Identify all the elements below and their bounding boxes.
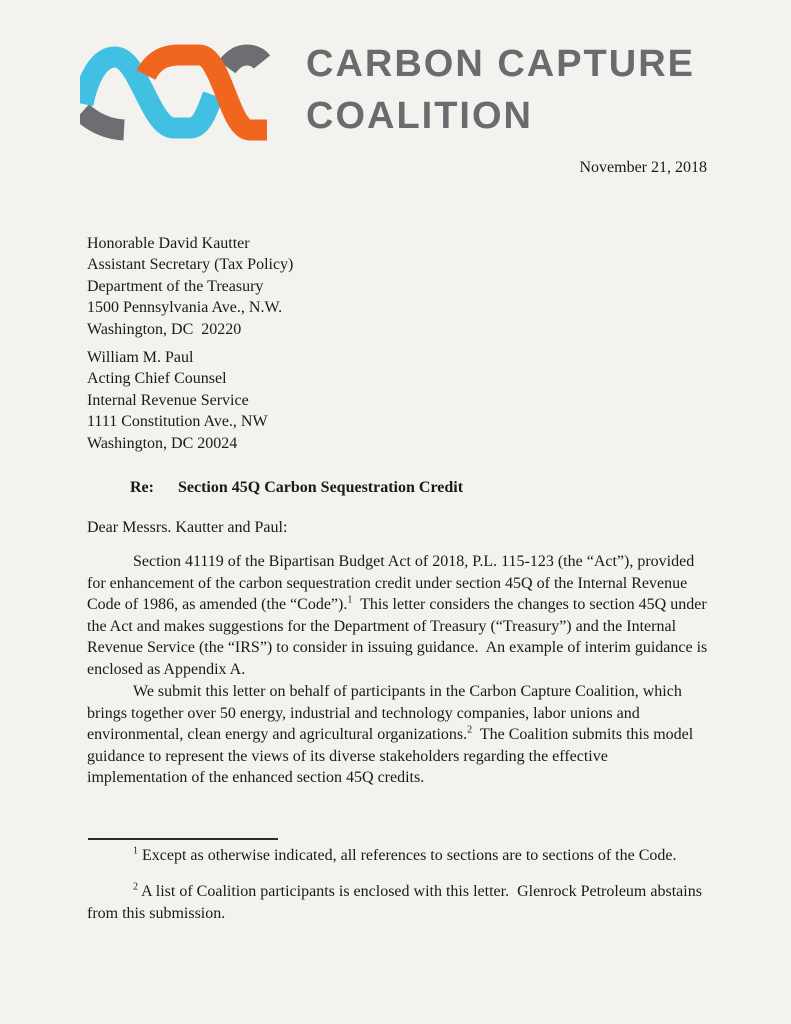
paragraph-line: Section 41119 of the Bipartisan Budget Act of 2018, P.L. 115-123 (the “Act”), provided — [133, 553, 695, 570]
wordmark-line2: COALITION — [306, 95, 533, 137]
address-line: Department of the Treasury — [87, 277, 264, 295]
address-line: 1111 Constitution Ave., NW — [87, 413, 268, 431]
paragraph-text: Code of 1986, as amended (the “Code”). — [87, 596, 348, 613]
letter-date: November 21, 2018 — [579, 159, 707, 176]
re-line — [130, 477, 463, 499]
re-subject: Section 45Q Carbon Sequestration Credit — [178, 479, 464, 496]
recipient-address-paul — [87, 347, 268, 454]
paragraph-text: environmental, clean energy and agricultural organizations. — [87, 726, 468, 743]
re-label: Re: — [130, 479, 154, 496]
footnote-ref-1: 1 — [347, 594, 353, 606]
address-line: Acting Chief Counsel — [87, 370, 227, 388]
paragraph-line: brings together over 50 energy, industrial and technology companies, labor unions and — [87, 704, 640, 722]
coalition-logo-icon — [80, 42, 270, 142]
paragraph-text: This letter considers the changes to section 45Q under — [352, 596, 707, 613]
logo-gray-right-wave-icon — [227, 55, 262, 67]
address-line: Washington, DC 20024 — [87, 434, 238, 452]
address-line: Honorable David Kautter — [87, 235, 250, 252]
paragraph-line: for enhancement of the carbon sequestration credit under section 45Q of the Internal Revenue — [87, 574, 688, 592]
paragraph-line: Revenue Service (the “IRS”) to consider in issuing guidance. An example of interim guidance is — [87, 639, 708, 656]
footnote-2-marker: 2 — [133, 881, 138, 893]
paragraph-line: guidance to represent the views of its diverse stakeholders regarding the effective — [87, 747, 608, 765]
paragraph-line — [87, 594, 707, 616]
footnote-rule — [88, 838, 278, 840]
coalition-wordmark — [306, 38, 695, 142]
paragraph-line: the Act and makes suggestions for the Department of Treasury (“Treasury”) and the Internal — [87, 617, 677, 635]
wordmark-line1: CARBON CAPTURE — [306, 43, 695, 85]
footnote-text: Except as otherwise indicated, all references to sections are to sections of the Code. — [138, 847, 677, 864]
address-line: Washington, DC 20220 — [87, 320, 242, 338]
paragraph-line: We submit this letter on behalf of participants in the Carbon Capture Coalition, which — [133, 683, 682, 700]
address-line: 1500 Pennsylvania Ave., N.W. — [87, 299, 283, 317]
footnote-1 — [87, 845, 676, 867]
paragraph-text: The Coalition submits this model — [472, 726, 694, 743]
salutation: Dear Messrs. Kautter and Paul: — [87, 519, 288, 536]
footnote-line — [87, 881, 702, 903]
recipient-address-kautter — [87, 233, 293, 340]
footnote-2 — [87, 881, 702, 924]
address-line: Assistant Secretary (Tax Policy) — [87, 256, 294, 274]
body-paragraph-2 — [87, 681, 693, 789]
footnote-line — [87, 845, 676, 867]
paragraph-line: implementation of the enhanced section 45Q credits. — [87, 769, 425, 786]
paragraph-line: enclosed as Appendix A. — [87, 660, 246, 678]
address-line: Internal Revenue Service — [87, 391, 249, 409]
footnote-text: A list of Coalition participants is enclosed with this letter. Glenrock Petroleum abstains — [138, 883, 702, 900]
paragraph-line — [87, 724, 693, 746]
footnote-line: from this submission. — [87, 904, 226, 922]
address-line: William M. Paul — [87, 349, 194, 366]
logo-gray-left-wave-icon — [82, 112, 124, 130]
body-paragraph-1 — [87, 551, 707, 680]
footnote-1-marker: 1 — [133, 845, 138, 857]
footnote-ref-2: 2 — [467, 724, 473, 736]
